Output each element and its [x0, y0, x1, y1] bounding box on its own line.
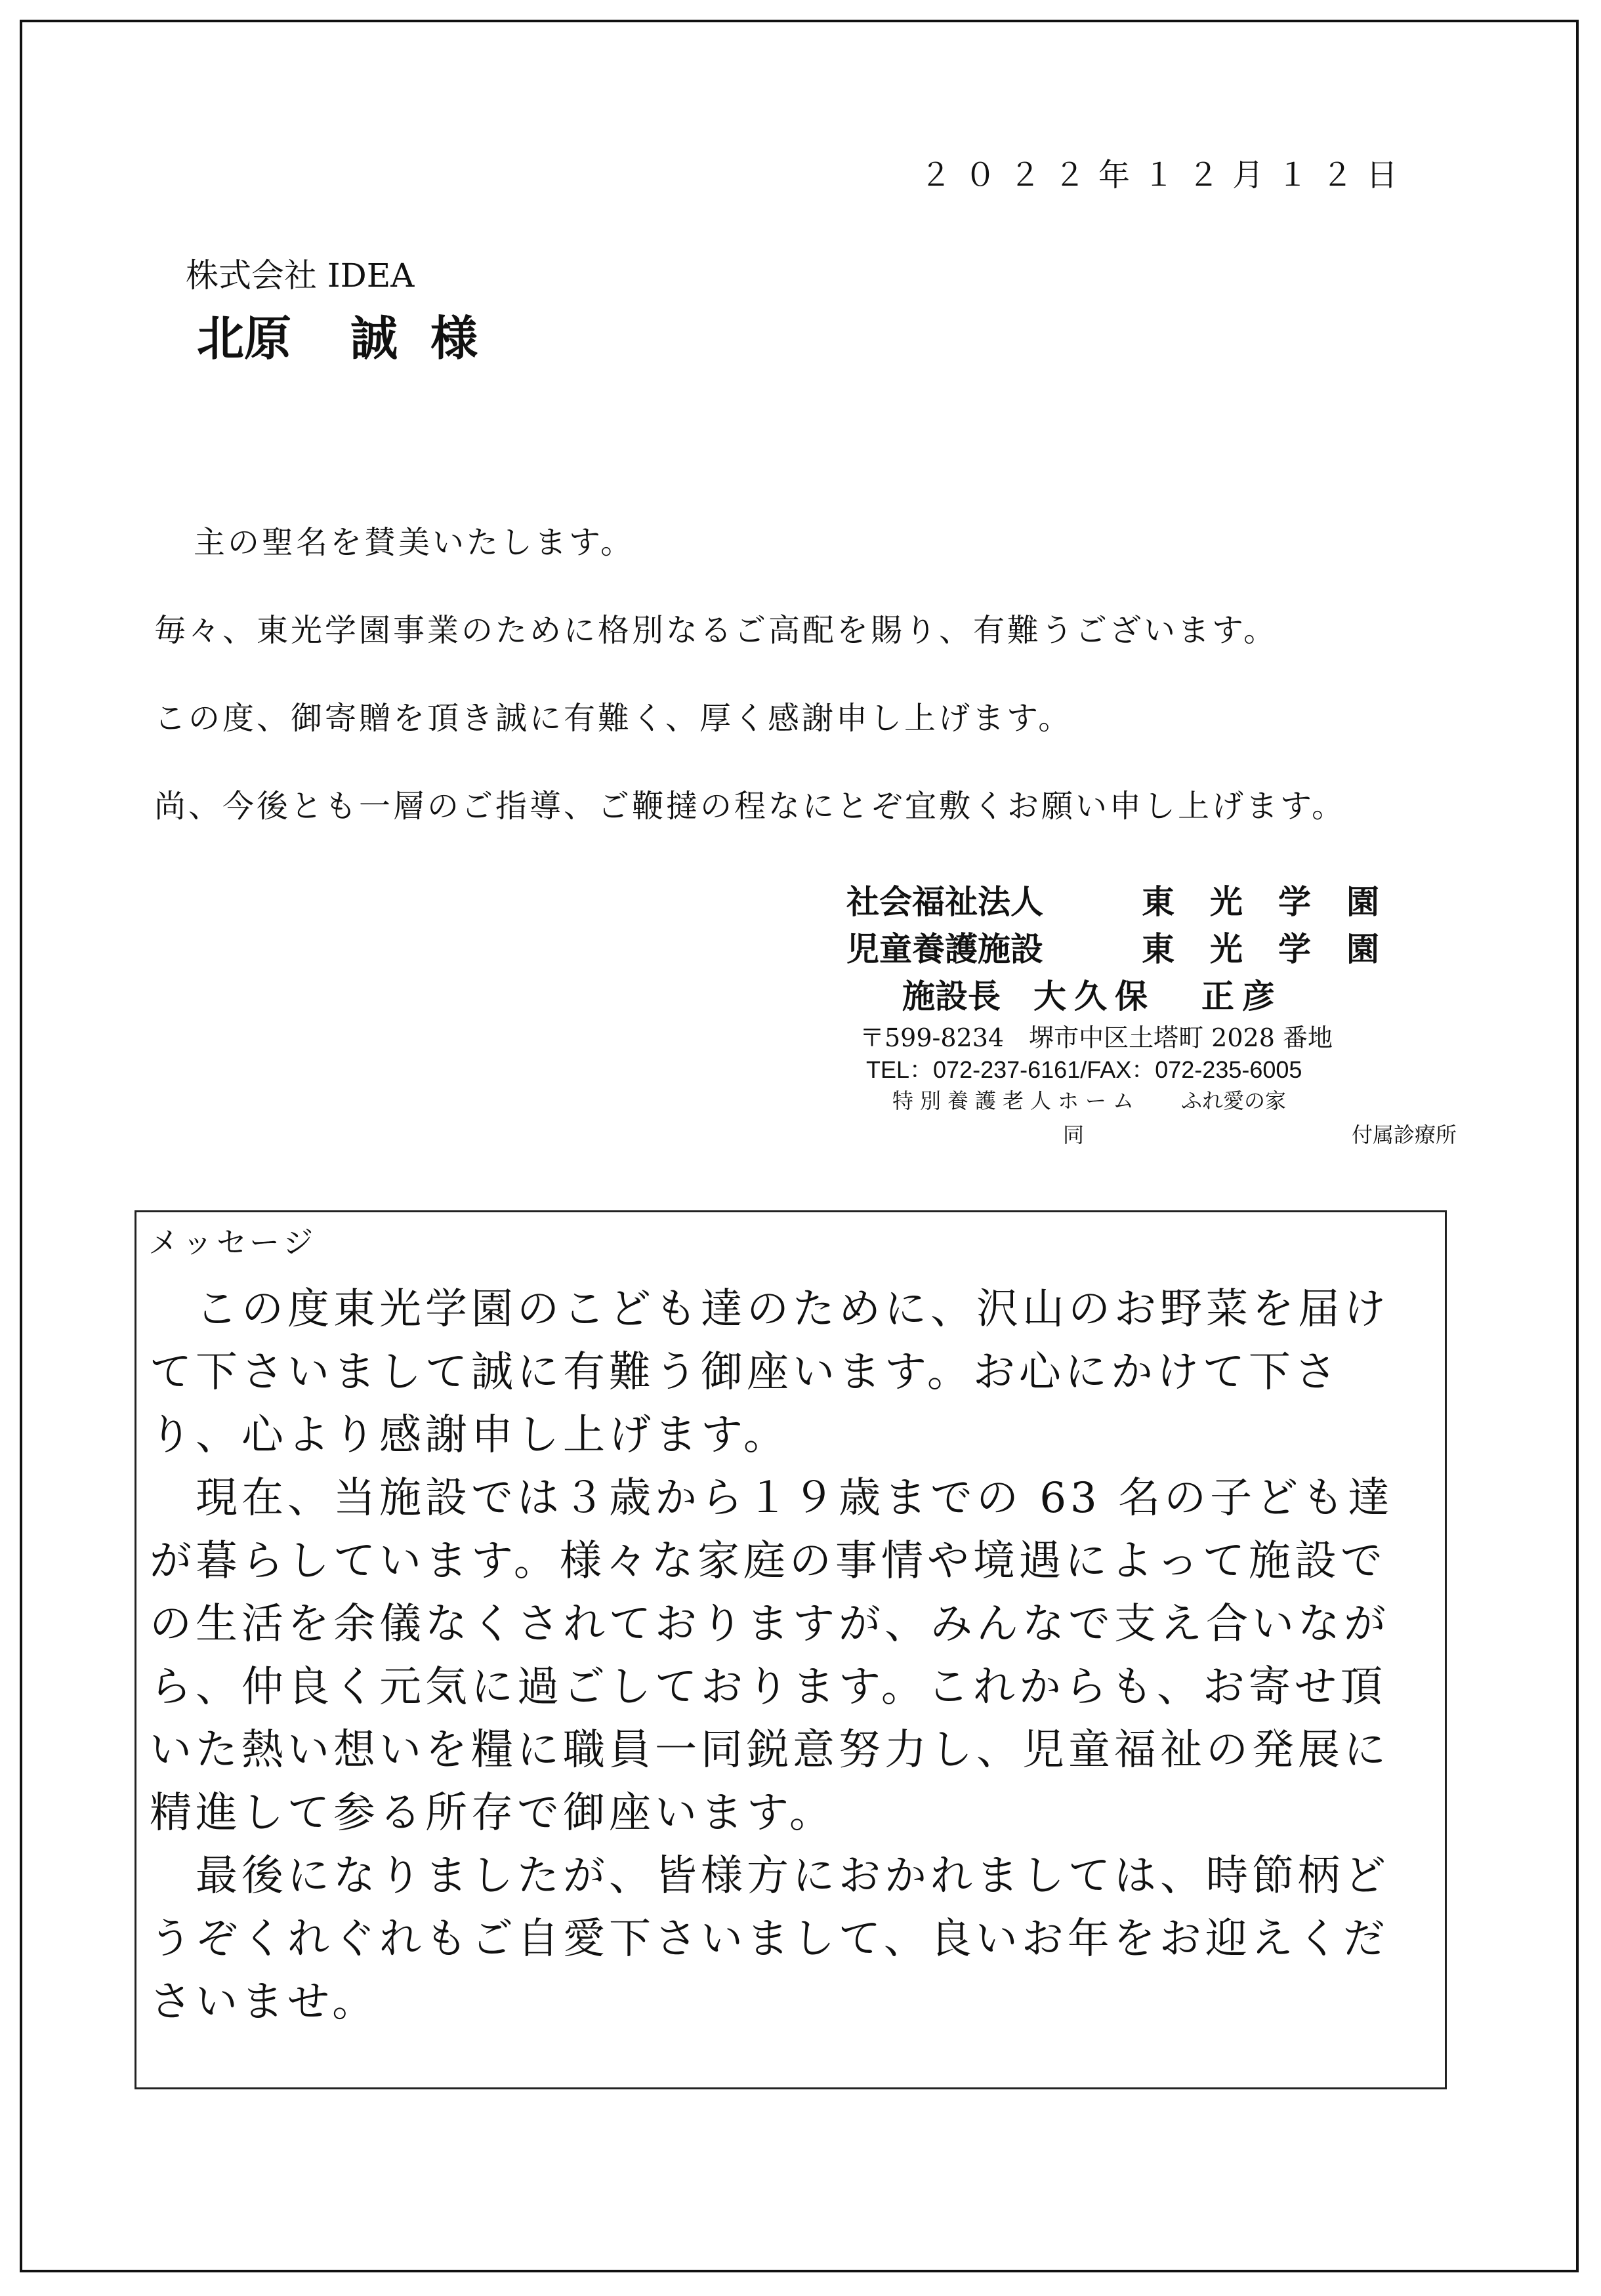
message-title: メッセージ — [148, 1225, 318, 1260]
recipient-name — [197, 300, 478, 369]
message-line: 精進して参る所存で御座います。 — [150, 1789, 835, 1837]
message-line: 現在、当施設では３歳から１９歳までの 63 名の子ども達 — [150, 1474, 1394, 1523]
sender-facility-name: 東光学園 — [1142, 930, 1415, 968]
related-facility-2-type: 同 — [1063, 1122, 1085, 1147]
related-facility-1-name: ふれ愛の家 — [1181, 1088, 1287, 1113]
recipient-honorific: 様 — [430, 310, 478, 366]
recipient-given-name: 誠 — [350, 310, 398, 366]
sender-block — [846, 876, 1476, 1151]
greeting-line: 主の聖名を賛美いたします。 — [194, 524, 635, 561]
greeting-line: 毎々、東光学園事業のために格別なるご高配を賜り、有難うございます。 — [154, 612, 1278, 649]
message-line: り、心より感謝申し上げます。 — [150, 1411, 789, 1460]
message-line: て下さいまして誠に有難う御座います。お心にかけて下さ — [150, 1348, 1341, 1397]
letter-date: ２０２２年１２月１２日 — [919, 157, 1411, 194]
director-given-name: 正彦 — [1201, 977, 1283, 1015]
sender-org-name: 東光学園 — [1142, 882, 1415, 921]
related-facility-2-name: 付属診療所 — [1352, 1122, 1457, 1147]
sender-org-row — [846, 876, 1476, 923]
related-facility-1 — [846, 1084, 1476, 1118]
sender-org-type: 社会福祉法人 — [846, 882, 1043, 921]
sender-facility-row — [846, 923, 1476, 970]
director-surname: 大久保 — [1033, 977, 1155, 1015]
message-line: この度東光学園のこども達のために、沢山のお野菜を届け — [150, 1285, 1390, 1334]
message-box — [135, 1210, 1447, 2089]
sender-phone-fax: TEL：072-237-6161/FAX：072-235-6005 — [866, 1056, 1302, 1083]
sender-facility-type: 児童養護施設 — [846, 930, 1043, 968]
sender-address: 〒599-8234 堺市中区土塔町 2028 番地 — [860, 1023, 1333, 1052]
greeting-line: この度、御寄贈を頂き誠に有難く、厚く感謝申し上げます。 — [154, 700, 1073, 737]
related-facility-2 — [846, 1118, 1476, 1151]
related-facility-1-type: 特別養護老人ホーム — [892, 1088, 1141, 1113]
recipient-company: 株式会社 IDEA — [186, 256, 415, 295]
director-title: 施設長 — [902, 977, 1001, 1015]
greeting-text — [154, 499, 1346, 850]
sender-director — [846, 970, 1476, 1017]
message-line: が暮らしています。様々な家庭の事情や境遇によって施設で — [150, 1537, 1386, 1586]
message-line: さいませ。 — [150, 1978, 379, 2026]
message-line: いた熱い想いを糧に職員一同鋭意努力し、児童福祉の発展に — [150, 1726, 1390, 1774]
recipient-surname: 北原 — [197, 310, 292, 366]
message-line: の生活を余儀なくされておりますが、みんなで支え合いなが — [150, 1600, 1390, 1649]
message-line: ら、仲良く元気に過ごしております。これからも、お寄せ頂 — [150, 1663, 1386, 1712]
message-body — [150, 1278, 1442, 2034]
message-line: うぞくれぐれもご自愛下さいまして、良いお年をお迎えくだ — [150, 1915, 1389, 1963]
message-line: 最後になりましたが、皆様方におかれましては、時節柄ど — [150, 1852, 1390, 1900]
greeting-line: 尚、今後とも一層のご指導、ご鞭撻の程なにとぞ宜敷くお願い申し上げます。 — [154, 788, 1346, 825]
